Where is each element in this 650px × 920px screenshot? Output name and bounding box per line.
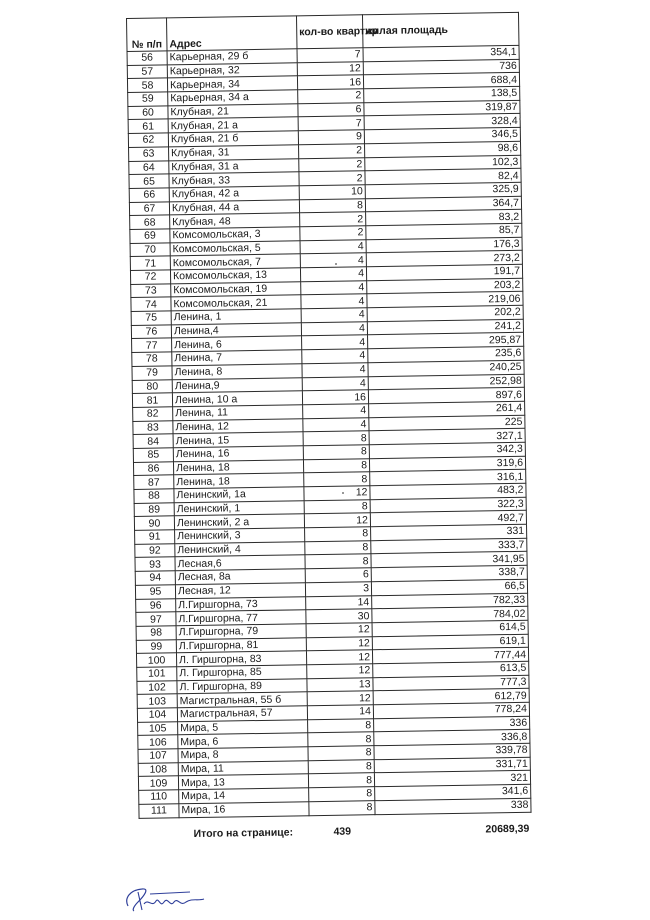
row-apartment-count: 8 [308, 718, 374, 733]
row-address: Ленина,9 [172, 377, 302, 393]
row-number: 111 [139, 804, 179, 818]
row-number: 75 [131, 311, 171, 325]
row-living-area: 483,2 [370, 483, 526, 499]
row-number: 68 [130, 215, 170, 229]
row-apartment-count: 8 [308, 746, 374, 761]
row-number: 71 [130, 256, 170, 270]
housing-register-sheet [126, 12, 532, 841]
row-address: Ленина, 16 [173, 446, 303, 462]
row-address: Ленинский, 3 [175, 528, 305, 544]
row-address: Комсомольская, 19 [171, 281, 301, 297]
row-apartment-count: 9 [298, 130, 364, 145]
row-address: Клубная, 21 [168, 104, 298, 120]
row-living-area: 364,7 [365, 196, 521, 212]
row-address: Лесная, 12 [175, 583, 305, 599]
row-number: 98 [136, 626, 176, 640]
row-living-area: 82,4 [365, 169, 521, 185]
row-apartment-count: 12 [307, 691, 373, 706]
row-number: 93 [135, 557, 175, 571]
totals-living-area: 20689,39 [485, 822, 530, 835]
row-apartment-count: 14 [306, 595, 372, 610]
row-living-area: 321 [374, 771, 530, 787]
row-apartment-count: 4 [302, 349, 368, 364]
row-number: 85 [133, 448, 173, 462]
row-address: Ленина, 8 [172, 364, 302, 380]
row-apartment-count: 12 [306, 636, 372, 651]
row-apartment-count: 2 [300, 226, 366, 241]
row-number: 73 [131, 284, 171, 298]
row-number: 81 [132, 393, 172, 407]
row-living-area: 338,7 [371, 565, 527, 581]
row-number: 92 [135, 544, 175, 558]
row-living-area: 235,6 [368, 346, 524, 362]
row-living-area: 176,3 [366, 237, 522, 253]
row-apartment-count: 16 [302, 390, 368, 405]
row-living-area: 219,06 [367, 292, 523, 308]
row-number: 56 [127, 51, 167, 65]
row-living-area: 336 [374, 716, 530, 732]
row-living-area: 98,6 [365, 141, 521, 157]
row-apartment-count: 2 [299, 171, 365, 186]
row-address: Л.Гиршгорна, 73 [176, 596, 306, 612]
row-apartment-count: 4 [301, 280, 367, 295]
row-living-area: 782,33 [372, 593, 528, 609]
row-apartment-count: 2 [299, 157, 365, 172]
row-address: Магистральная, 55 б [177, 692, 307, 708]
row-living-area: 252,98 [368, 374, 524, 390]
row-living-area: 331,71 [374, 757, 530, 773]
row-address: Комсомольская, 3 [170, 227, 300, 243]
row-apartment-count: 12 [304, 513, 370, 528]
header-address: Адрес [167, 16, 298, 51]
row-living-area: 341,6 [375, 784, 531, 800]
paper-speck [519, 118, 521, 120]
row-living-area: 778,24 [373, 702, 529, 718]
row-address: Ленинский, 1 [174, 500, 304, 516]
row-address: Клубная, 31 [169, 145, 299, 161]
row-living-area: 319,6 [369, 456, 525, 472]
row-living-area: 203,2 [367, 278, 523, 294]
row-living-area: 319,87 [364, 100, 520, 116]
row-address: Ленина, 15 [173, 432, 303, 448]
row-apartment-count: 7 [298, 116, 364, 131]
header-number: № п/п [127, 18, 168, 52]
row-address: Комсомольская, 7 [170, 254, 300, 270]
row-address: Л. Гиршгорна, 89 [177, 678, 307, 694]
row-address: Мира, 11 [178, 760, 308, 776]
row-living-area: 273,2 [366, 251, 522, 267]
row-apartment-count: 12 [306, 650, 372, 665]
row-address: Клубная, 31 а [169, 158, 299, 174]
row-number: 64 [129, 160, 169, 174]
row-apartment-count: 6 [305, 568, 371, 583]
row-apartment-count: 2 [299, 144, 365, 159]
row-apartment-count: 8 [305, 540, 371, 555]
row-apartment-count: 2 [300, 212, 366, 227]
row-number: 105 [138, 721, 178, 735]
row-apartment-count: 7 [297, 48, 363, 63]
row-apartment-count: 4 [303, 404, 369, 419]
row-apartment-count: 8 [299, 198, 365, 213]
row-apartment-count: 4 [301, 308, 367, 323]
row-number: 66 [129, 188, 169, 202]
row-living-area: 85,7 [366, 223, 522, 239]
row-address: Карьерная, 34 [167, 76, 297, 92]
row-number: 89 [134, 502, 174, 516]
row-apartment-count: 4 [303, 417, 369, 432]
row-living-area: 295,87 [368, 333, 524, 349]
row-living-area: 102,3 [365, 155, 521, 171]
row-apartment-count: 14 [307, 705, 373, 720]
row-apartment-count: 4 [302, 335, 368, 350]
row-address: Комсомольская, 13 [170, 268, 300, 284]
row-apartment-count: 8 [309, 801, 375, 816]
row-apartment-count: 8 [305, 527, 371, 542]
row-address: Комсомольская, 5 [170, 240, 300, 256]
row-living-area: 83,2 [366, 210, 522, 226]
row-address: Л. Гиршгорна, 83 [176, 651, 306, 667]
row-address: Карьерная, 32 [167, 63, 297, 79]
row-apartment-count: 4 [302, 376, 368, 391]
row-living-area: 784,02 [372, 606, 528, 622]
row-address: Магистральная, 57 [177, 706, 307, 722]
row-number: 78 [132, 352, 172, 366]
paper-speck [342, 492, 344, 494]
row-address: Ленина, 12 [173, 418, 303, 434]
row-number: 59 [128, 92, 168, 106]
row-apartment-count: 3 [305, 582, 371, 597]
row-apartment-count: 8 [304, 499, 370, 514]
row-number: 104 [137, 708, 177, 722]
row-apartment-count: 12 [306, 623, 372, 638]
row-address: Клубная, 48 [170, 213, 300, 229]
row-address: Л.Гиршгорна, 81 [176, 637, 306, 653]
row-living-area: 322,3 [370, 497, 526, 513]
row-number: 58 [127, 78, 167, 92]
row-living-area: 736 [363, 59, 519, 75]
row-living-area: 619,1 [372, 634, 528, 650]
row-living-area: 333,7 [371, 538, 527, 554]
row-living-area: 241,2 [367, 319, 523, 335]
row-number: 60 [128, 106, 168, 120]
row-living-area: 612,79 [373, 689, 529, 705]
row-apartment-count: 6 [298, 103, 364, 118]
row-living-area: 492,7 [370, 511, 526, 527]
row-number: 91 [135, 530, 175, 544]
row-number: 96 [136, 598, 176, 612]
header-apartment-count: кол-во квартир [296, 15, 363, 49]
row-living-area: 328,4 [364, 114, 520, 130]
row-address: Ленина, 18 [173, 459, 303, 475]
row-apartment-count: 30 [306, 609, 372, 624]
row-apartment-count: 8 [304, 472, 370, 487]
row-living-area: 614,5 [372, 620, 528, 636]
row-living-area: 240,25 [368, 360, 524, 376]
row-apartment-count: 13 [307, 677, 373, 692]
row-number: 102 [137, 680, 177, 694]
row-living-area: 777,44 [372, 648, 528, 664]
row-address: Ленинский, 2 а [174, 514, 304, 530]
row-living-area: 202,2 [367, 305, 523, 321]
row-apartment-count: 8 [303, 431, 369, 446]
row-address: Мира, 14 [179, 788, 309, 804]
row-number: 65 [129, 174, 169, 188]
housing-table [126, 12, 532, 841]
row-address: Ленинский, 4 [175, 542, 305, 558]
row-apartment-count: 4 [300, 239, 366, 254]
row-address: Мира, 16 [179, 802, 309, 818]
row-living-area: 777,3 [373, 675, 529, 691]
row-living-area: 346,5 [364, 127, 520, 143]
row-apartment-count: 2 [298, 89, 364, 104]
row-apartment-count: 8 [305, 554, 371, 569]
row-number: 79 [132, 366, 172, 380]
row-number: 109 [138, 776, 178, 790]
row-apartment-count: 8 [308, 773, 374, 788]
row-number: 70 [130, 242, 170, 256]
row-living-area: 191,7 [366, 264, 522, 280]
row-living-area: 316,1 [370, 470, 526, 486]
row-address: Л.Гиршгорна, 79 [176, 624, 306, 640]
paper-speck [335, 263, 337, 265]
row-address: Ленина, 1 [171, 309, 301, 325]
row-address: Ленина, 18 [174, 473, 304, 489]
row-apartment-count: 8 [309, 787, 375, 802]
row-number: 86 [133, 461, 173, 475]
row-address: Мира, 5 [178, 719, 308, 735]
row-address: Ленина,4 [171, 323, 301, 339]
row-number: 61 [128, 119, 168, 133]
row-number: 94 [135, 571, 175, 585]
row-living-area: 225 [369, 415, 525, 431]
row-number: 62 [128, 133, 168, 147]
row-number: 88 [134, 489, 174, 503]
row-apartment-count: 4 [300, 267, 366, 282]
row-living-area: 327,1 [369, 429, 525, 445]
row-number: 82 [133, 407, 173, 421]
row-living-area: 338 [375, 798, 531, 814]
row-address: Клубная, 21 б [168, 131, 298, 147]
row-number: 69 [130, 229, 170, 243]
row-number: 100 [136, 653, 176, 667]
row-apartment-count: 8 [303, 445, 369, 460]
row-living-area: 336,8 [374, 730, 530, 746]
row-living-area: 331 [371, 524, 527, 540]
row-apartment-count: 8 [303, 458, 369, 473]
row-number: 95 [135, 585, 175, 599]
row-apartment-count: 4 [302, 363, 368, 378]
row-number: 97 [136, 612, 176, 626]
row-living-area: 342,3 [369, 442, 525, 458]
row-number: 83 [133, 420, 173, 434]
row-number: 108 [138, 763, 178, 777]
row-number: 107 [138, 749, 178, 763]
row-number: 77 [132, 338, 172, 352]
row-apartment-count: 12 [304, 486, 370, 501]
row-living-area: 688,4 [363, 73, 519, 89]
row-address: Карьерная, 29 б [167, 49, 297, 65]
row-living-area: 325,9 [365, 182, 521, 198]
row-apartment-count: 8 [308, 732, 374, 747]
row-number: 87 [134, 475, 174, 489]
row-address: Мира, 13 [178, 774, 308, 790]
row-apartment-count: 4 [300, 253, 366, 268]
row-address: Лесная, 8а [175, 569, 305, 585]
row-number: 63 [129, 147, 169, 161]
row-address: Мира, 8 [178, 747, 308, 763]
row-address: Клубная, 33 [169, 172, 299, 188]
row-living-area: 613,5 [373, 661, 529, 677]
row-address: Ленинский, 1а [174, 487, 304, 503]
totals-apartment-count: 439 [333, 825, 352, 838]
row-number: 110 [139, 790, 179, 804]
row-apartment-count: 4 [301, 294, 367, 309]
row-address: Ленина, 10 а [172, 391, 302, 407]
row-address: Л.Гиршгорна, 77 [176, 610, 306, 626]
row-number: 106 [138, 735, 178, 749]
row-number: 84 [133, 434, 173, 448]
signature-icon [120, 884, 210, 914]
row-address: Ленина, 7 [172, 350, 302, 366]
row-number: 57 [127, 65, 167, 79]
row-living-area: 354,1 [363, 45, 519, 61]
row-apartment-count: 12 [297, 61, 363, 76]
row-apartment-count: 8 [308, 759, 374, 774]
row-number: 90 [134, 516, 174, 530]
row-living-area: 261,4 [369, 401, 525, 417]
row-address: Ленина, 6 [172, 336, 302, 352]
row-number: 103 [137, 694, 177, 708]
row-address: Комсомольская, 21 [171, 295, 301, 311]
row-address: Лесная,6 [175, 555, 305, 571]
row-apartment-count: 16 [297, 75, 363, 90]
row-number: 72 [130, 270, 170, 284]
row-living-area: 138,5 [364, 86, 520, 102]
row-address: Клубная, 44 а [169, 199, 299, 215]
row-living-area: 66,5 [371, 579, 527, 595]
totals-label: Итого на странице: [193, 825, 294, 840]
row-living-area: 897,6 [368, 387, 524, 403]
row-address: Карьерная, 34 а [168, 90, 298, 106]
row-number: 67 [129, 201, 169, 215]
row-apartment-count: 4 [301, 321, 367, 336]
row-number: 80 [132, 379, 172, 393]
row-number: 99 [136, 639, 176, 653]
row-address: Л. Гиршгорна, 85 [177, 665, 307, 681]
row-apartment-count: 12 [307, 664, 373, 679]
row-number: 101 [137, 667, 177, 681]
row-address: Мира, 6 [178, 733, 308, 749]
row-address: Клубная, 21 а [168, 117, 298, 133]
row-address: Клубная, 42 а [169, 186, 299, 202]
row-number: 74 [131, 297, 171, 311]
header-living-area: жилая площадь [362, 12, 518, 47]
row-number: 76 [131, 325, 171, 339]
row-living-area: 341,95 [371, 552, 527, 568]
row-address: Ленина, 11 [173, 405, 303, 421]
row-living-area: 339,78 [374, 743, 530, 759]
row-apartment-count: 10 [299, 185, 365, 200]
table-body [127, 45, 531, 818]
